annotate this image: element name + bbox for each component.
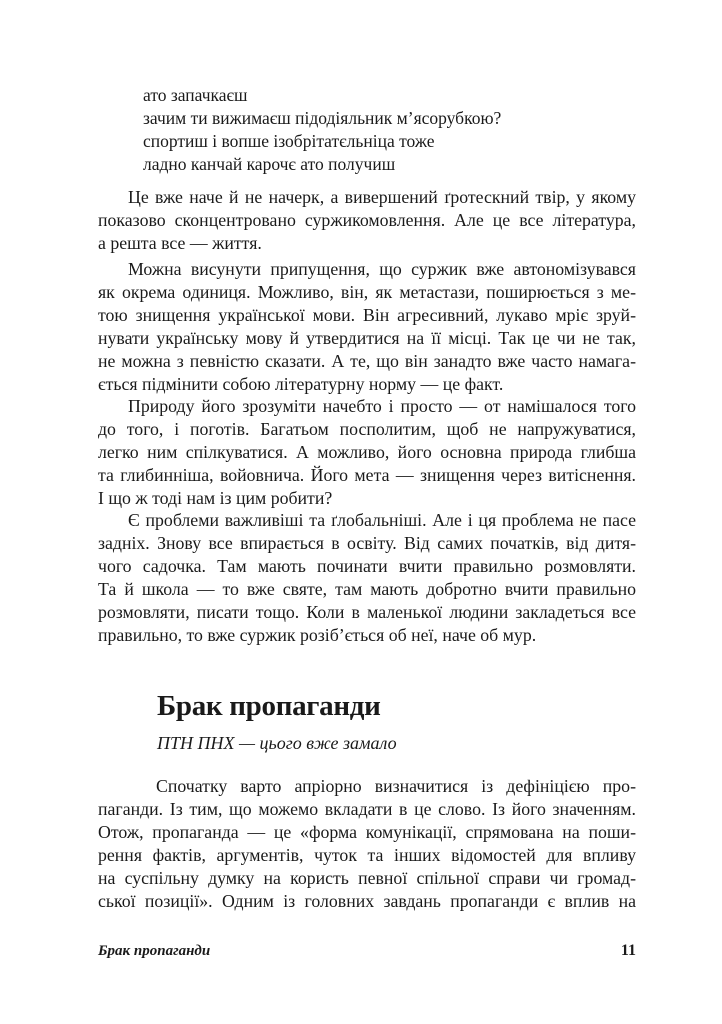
text-line: ється підмінити собою літературну норму — це факт. [98,374,504,394]
poem-line: спортиш і вопше ізобрітатєльніца тоже [143,131,435,151]
text-line: Є проблеми важливіші та ґлобальніші. Але і ця проблема не пасе [128,510,636,530]
text-line: ської позиції». Одним із головних завдань пропаганди є вплив на [98,891,636,911]
paragraph [98,775,636,913]
text-line: Та й школа — то вже святе, там мають добротно вчити правильно [98,579,636,599]
page-number: 11 [620,942,636,959]
poem-line: зачим ти вижимаєш підодіяльник м’ясорубкою? [143,108,502,128]
text-line: Отож, пропаганда — це «форма комунікації, спрямована на поши- [98,822,636,842]
text-line: на суспільну думку на користь певної спільної справи чи громад- [98,868,636,888]
section-subtitle: ПТН ПНХ — цього вже замало [157,733,397,753]
text-line: не можна з певністю сказати. А те, що він занадто вже часто намага- [98,351,636,371]
text-line: І що ж тоді нам із цим робити? [98,488,333,508]
paragraph [98,395,636,510]
text-line: розмовляти, писати тощо. Коли в маленької людини закладеться все [98,602,636,622]
text-line: а решта все — життя. [98,233,262,253]
text-line: Спочатку варто апріорно визначитися із дефініцією про- [156,776,636,796]
text-line: до того, і поготів. Багатьом посполитим, щоб не напружуватися, [98,419,636,439]
poem-line: ато запачкаєш [143,85,248,105]
text-line: чого садочка. Там мають починати вчити правильно розмовляти. [98,556,636,576]
text-line: паганди. Із тим, що можемо вкладати в це слово. Із його значенням. [98,799,636,819]
text-line: правильно, то вже суржик розіб’ється об неї, наче об мур. [98,625,537,645]
paragraph [98,509,636,647]
text-line: задніх. Знову все впирається в освіту. Від самих початків, від дитя- [98,533,636,553]
running-footer-title: Брак пропаганди [98,943,211,959]
poem-quote [143,84,501,176]
text-line: Природу його зрозуміти начебто і просто — от намішалося того [128,396,636,416]
poem-line: ладно канчай карочє ато получиш [143,154,396,174]
text-line: та глибинніша, войовнича. Його мета — знищення через витіснення. [98,465,636,485]
text-line: Можна висунути припущення, що суржик вже автономізувався [128,259,636,279]
text-line: показово сконцентровано суржикомовлення. Але це все література, [98,210,636,230]
text-line: як окрема одиниця. Можливо, він, як метастази, поширюється з ме- [98,282,636,302]
paragraph [98,186,636,255]
paragraph [98,258,636,396]
text-line: легко ним спілкуватися. А можливо, його основна природа глибша [98,442,636,462]
text-line: Це вже наче й не начерк, а вивершений ґротескний твір, у якому [128,187,636,207]
text-line: тою знищення української мови. Він агресивний, лукаво мріє зруй- [98,305,636,325]
text-line: нувати українську мову й утвердитися на її місці. Так це чи не так, [98,328,636,348]
text-line: рення фактів, аргументів, чуток та інших відомостей для впливу [98,845,636,865]
section-heading: Брак пропаганди [157,690,381,722]
